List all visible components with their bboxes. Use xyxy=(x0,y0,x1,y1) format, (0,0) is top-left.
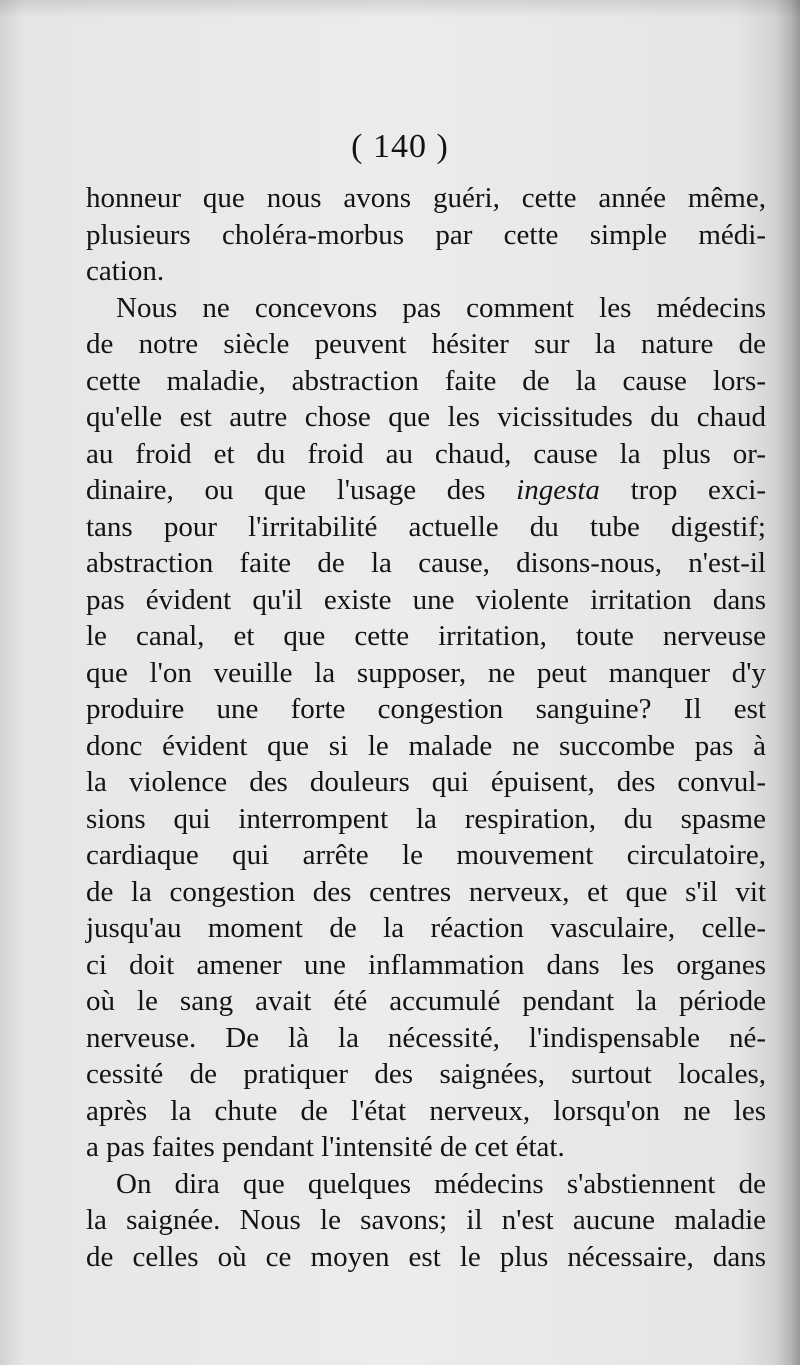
text-line: de celles où ce moyen est le plus nécessaire, dans xyxy=(86,1240,766,1273)
text-line: honneur que nous avons guéri, cette année même, xyxy=(86,182,766,214)
text-line: de notre siècle peuvent hésiter sur la nature de xyxy=(86,328,766,360)
text-line: où le sang avait été accumulé pendant la période xyxy=(86,985,766,1017)
page-top-shadow xyxy=(0,0,800,18)
text-line: que l'on veuille la supposer, ne peut manquer d'y xyxy=(86,656,766,689)
text-line: cation. xyxy=(86,255,165,287)
text-line: cardiaque qui arrête le mouvement circulatoire, xyxy=(86,839,766,871)
text-line: qu'elle est autre chose que les vicissitudes du chaud xyxy=(86,401,766,433)
text-line: cette maladie, abstraction faite de la cause lors- xyxy=(86,364,766,397)
text-line: tans pour l'irritabilité actuelle du tube digestif; xyxy=(86,510,766,543)
text-line: produire une forte congestion sanguine? Il est xyxy=(86,693,766,725)
text-line: ci doit amener une inflammation dans les organes xyxy=(86,948,766,981)
text-line: sions qui interrompent la respiration, du spasme xyxy=(86,802,766,835)
text-line: abstraction faite de la cause, disons-nous, n'est-il xyxy=(86,547,766,579)
text-line: pas évident qu'il existe une violente irritation dans xyxy=(86,583,766,616)
text-line: après la chute de l'état nerveux, lorsqu'on ne les xyxy=(86,1094,766,1127)
italic-term: ingesta xyxy=(516,474,600,506)
page-number: ( 140 ) xyxy=(351,128,449,165)
text-line: de la congestion des centres nerveux, et que s'il vit xyxy=(86,875,766,908)
text-line: cessité de pratiquer des saignées, surtout locales, xyxy=(86,1058,766,1090)
text-line: Nous ne concevons pas comment les médecins xyxy=(116,291,766,324)
text-line: la saignée. Nous le savons; il n'est aucune maladie xyxy=(86,1204,766,1236)
text-line: la violence des douleurs qui épuisent, des convul- xyxy=(86,766,766,798)
text-line: plusieurs choléra-morbus par cette simple médi- xyxy=(86,218,766,251)
text-line: au froid et du froid au chaud, cause la plus or- xyxy=(86,437,766,470)
text-line: a pas faites pendant l'intensité de cet état. xyxy=(86,1131,565,1163)
text-line: dinaire, ou que l'usage des ingesta trop exci- xyxy=(86,474,767,506)
body-text xyxy=(86,180,766,1275)
text-line: donc évident que si le malade ne succombe pas à xyxy=(86,729,766,762)
text-line: On dira que quelques médecins s'abstiennent de xyxy=(116,1167,766,1200)
text-line: nerveuse. De là la nécessité, l'indispensable né- xyxy=(86,1021,766,1054)
page-gutter-shadow xyxy=(774,0,800,1365)
text-line: jusqu'au moment de la réaction vasculaire, celle- xyxy=(86,912,766,944)
text-line: le canal, et que cette irritation, toute nerveuse xyxy=(86,620,766,652)
